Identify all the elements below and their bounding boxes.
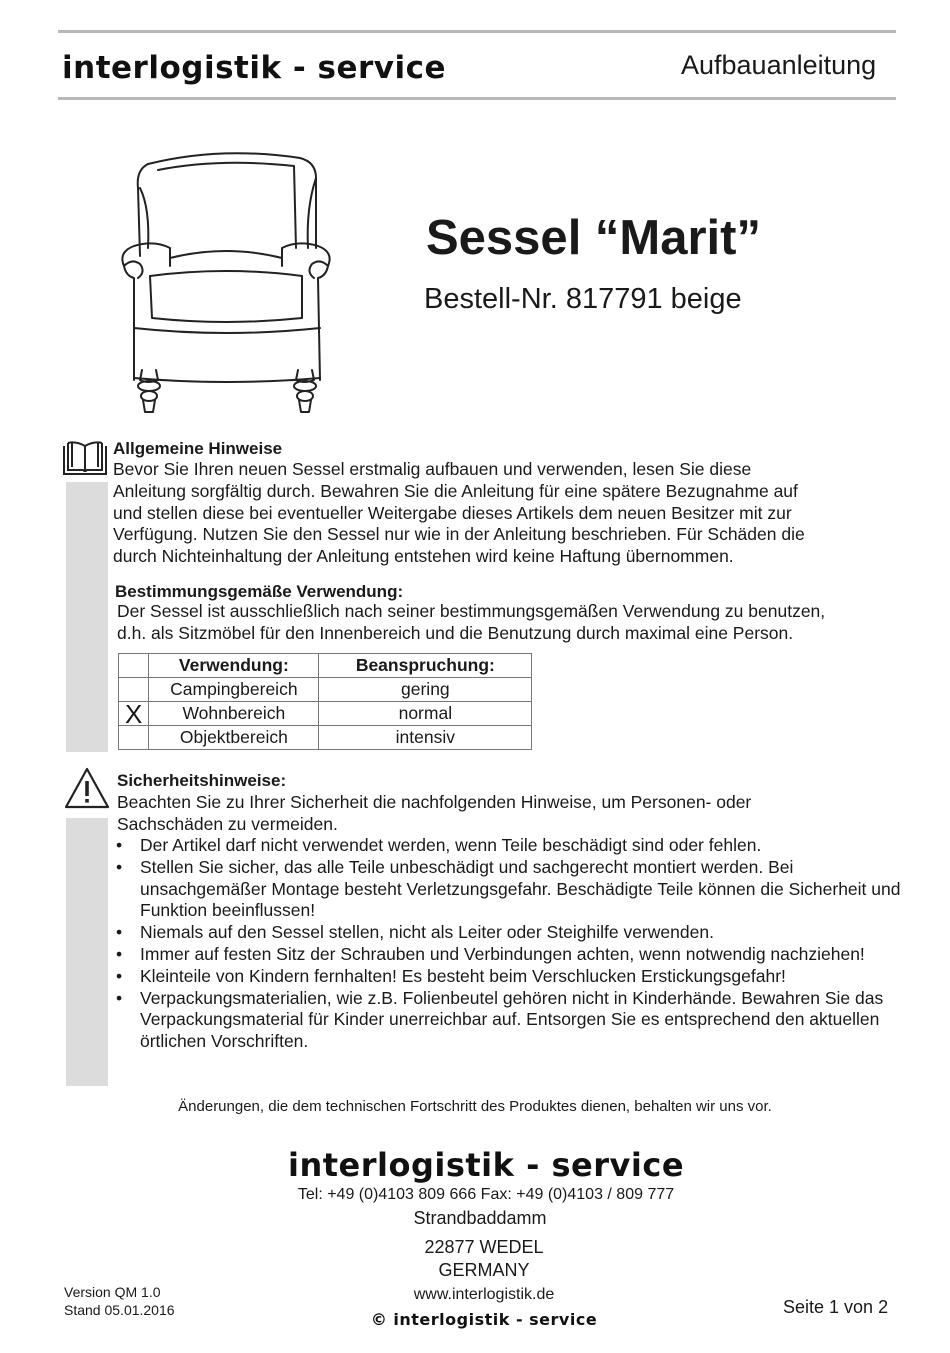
table-header-row — [119, 654, 532, 678]
contact-country: GERMANY — [438, 1260, 530, 1280]
column-header-load: Beanspruchung: — [319, 654, 532, 678]
list-item: • Verpackungsmaterialien, wie z.B. Folienbeutel gehören nicht in Kinderhände. Bewahren Sie das Verpackungsmaterial für Kinder unerreichbar auf. Entsorgen Sie es entsprechend den aktuellen örtlichen Vorschriften. — [116, 988, 906, 1053]
intended-use-heading: Bestimmungsgemäße Verwendung: — [115, 582, 404, 601]
general-notes-sidebar — [66, 482, 108, 752]
contact-phone-fax: Tel: +49 (0)4103 809 666 Fax: +49 (0)4103 / 809 777 — [297, 1186, 675, 1203]
usage-mark — [119, 726, 149, 750]
header-bottom-rule — [58, 97, 896, 100]
armchair-illustration — [110, 148, 342, 416]
table-row: Campingbereich gering — [119, 678, 532, 702]
version-label: Version QM 1.0 — [64, 1284, 161, 1300]
list-item: • Niemals auf den Sessel stellen, nicht als Leiter oder Steighilfe verwenden. — [116, 922, 906, 944]
contact-logo: interlogistik - service — [287, 1146, 685, 1184]
document-type: Aufbauanleitung — [681, 50, 877, 80]
safety-heading: Sicherheitshinweise: — [117, 771, 287, 790]
contact-website: www.interlogistik.de — [413, 1286, 555, 1303]
intended-use-text: Der Sessel ist ausschließlich nach seiner bestimmungsgemäßen Verwendung zu benutzen, d.h. als Sitzmöbel für den Innenbereich und die Benutzung durch maximal eine Person. — [117, 601, 826, 643]
safety-sidebar — [66, 818, 108, 1086]
list-item: • Kleinteile von Kindern fernhalten! Es besteht beim Verschlucken Erstickungsgefahr! — [116, 966, 906, 988]
list-item: • Stellen Sie sicher, das alle Teile unbeschädigt und sachgerecht montiert werden. Bei unsachgemäßer Montage besteht Verletzungsgefahr. Beschädigte Teile können die Sicherheit und Funktion beeinflussen! — [116, 857, 906, 922]
general-notes-text: Bevor Sie Ihren neuen Sessel erstmalig aufbauen und verwenden, lesen Sie diese Anleitung sorgfältig durch. Bewahren Sie die Anleitung für eine spätere Bezugnahme auf und stellen diese bei eventueller Weitergabe dieses Artikels dem neuen Besitzer mit zur Verfügung. Nutzen Sie den Sessel nur wie in der Anleitung beschrieben. Für Schäden die durch Nichteinhaltung der Anleitung entstehen wird keine Haftung übernommen. — [113, 459, 805, 567]
usage-mark — [119, 678, 149, 702]
contact-street: Strandbaddamm — [413, 1208, 547, 1228]
date-label: Stand 05.01.2016 — [64, 1302, 175, 1318]
safety-list — [116, 835, 906, 1053]
usage-table — [118, 653, 532, 750]
safety-intro: Beachten Sie zu Ihrer Sicherheit die nachfolgenden Hinweise, um Personen- oder Sachschäden zu vermeiden. — [117, 792, 752, 834]
disclaimer: Änderungen, die dem technischen Fortschritt des Produktes dienen, behalten wir uns vor. — [178, 1098, 772, 1115]
page-number: Seite 1 von 2 — [783, 1297, 889, 1317]
product-title: Sessel “Marit” — [426, 211, 761, 265]
table-row: X Wohnbereich normal — [119, 702, 532, 726]
usage-mark: X — [119, 702, 149, 726]
product-order-number: Bestell-Nr. 817791 beige — [424, 283, 742, 315]
table-row: Objektbereich intensiv — [119, 726, 532, 750]
warning-icon — [64, 766, 110, 810]
header-logo: interlogistik - service — [62, 50, 447, 86]
column-header-usage: Verwendung: — [149, 654, 319, 678]
list-item: • Der Artikel darf nicht verwendet werden, wenn Teile beschädigt sind oder fehlen. — [116, 835, 906, 857]
copyright: © interlogistik - service — [370, 1310, 598, 1329]
contact-city: 22877 WEDEL — [424, 1237, 544, 1257]
header-top-rule — [58, 30, 896, 33]
list-item: • Immer auf festen Sitz der Schrauben und Verbindungen achten, wenn notwendig nachziehen! — [116, 944, 906, 966]
general-notes-heading: Allgemeine Hinweise — [113, 439, 283, 458]
book-icon — [62, 440, 108, 476]
